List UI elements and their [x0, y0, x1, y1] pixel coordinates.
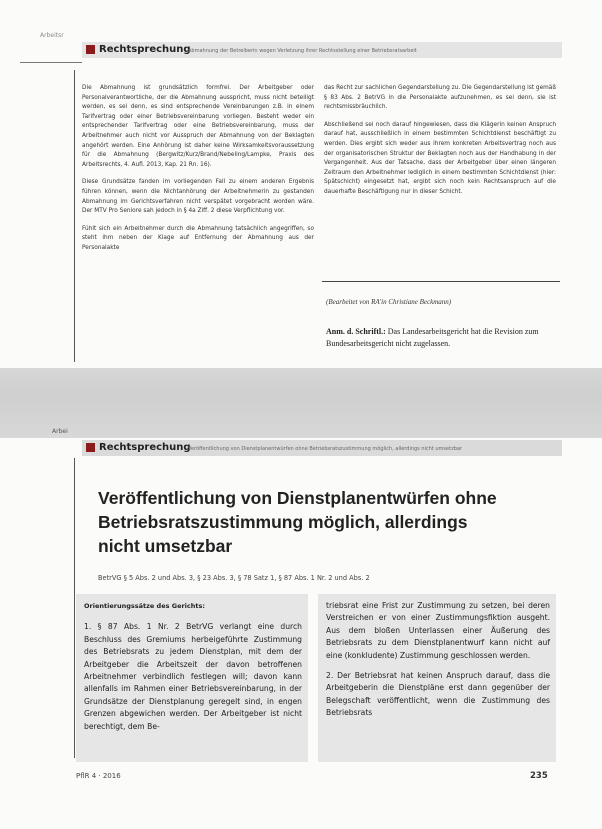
- left-margin-rule: [74, 70, 75, 362]
- paragraph: 1. § 87 Abs. 1 Nr. 2 BetrVG verlangt eine durch Beschluss des Gremiums herbeigeführte Zustimmung des Betriebsrats zu jedem Dienstplan, mit dem der Arbeitgeber die Arbeitszeit der davon betroffenen Arbeitnehmer verbindlich festlegen will; davon kann allenfalls im Rahmen einer Betriebsvereinbarung, in der Grundsätze der Dienstplanung geregelt sind, in engen Grenzen abgewichen werden. Der Arbeitgeber ist nicht berechtigt, dem Be-: [84, 622, 302, 731]
- title-line: Betriebsratszustimmung möglich, allerdings: [98, 512, 468, 532]
- page-number: 235: [530, 771, 548, 781]
- title-line: nicht umsetzbar: [98, 536, 233, 556]
- article-statute-refs: BetrVG § 5 Abs. 2 und Abs. 3, § 23 Abs. 3, § 78 Satz 1, § 87 Abs. 1 Nr. 2 und Abs. 2: [98, 574, 370, 582]
- paragraph: Abschließend sei noch darauf hingewiesen, dass die Klägerin keinen Anspruch darauf hat, ausschließlich in einem bestimmten Schichtdienst beschäftigt zu werden. Dies ergibt sich weder aus ihrem konkreten Arbeitsvertrag noch aus der organisatorischen Struktur der Beklagten noch aus der Handhabung in der Vergangenheit. Aus der Tatsache, dass der Arbeitgeber über einen längeren Zeitraum den Arbeitnehmer lediglich in einem bestimmten Schichtdienst (hier: Spätschicht) eingesetzt hat, ergibt sich noch kein Rechtsanspruch auf die dauerhafte Beschäftigung nur in dieser Schicht.: [324, 121, 556, 195]
- upper-left-column: [82, 84, 314, 262]
- lower-right-column: [326, 600, 550, 728]
- paragraph: triebsrat eine Frist zur Zustimmung zu setzen, bei deren Verstreichen er von einer Zustimmungsfiktion ausgeht. Aus dem bloßen Unterlassen einer Äußerung des Betriebsrats zu dem Dienstplanentwurf kann nicht auf eine (konkludente) Zustimmung geschlossen werden.: [326, 601, 550, 660]
- paragraph: 2. Der Betriebsrat hat keinen Anspruch darauf, dass die Arbeitgeberin die Dienstpläne erst dann gegenüber der Belegschaft veröffentlicht, wenn die Zustimmung des Betriebsrats: [326, 671, 550, 718]
- section-kicker-2: Arbei: [52, 428, 68, 435]
- journal-footer: PflR 4 · 2016: [76, 772, 121, 780]
- section-kicker: Arbeitsr: [40, 32, 64, 39]
- orientation-heading: Orientierungssätze des Gerichts:: [84, 602, 205, 610]
- section-title: Rechtsprechung: [99, 44, 191, 55]
- editor-note: [326, 326, 556, 350]
- editor-note-text: Das Landesarbeitsgericht hat die Revision zum Bundesarbeitsgericht nicht zugelassen.: [326, 327, 539, 348]
- section-square-icon-2: [86, 443, 95, 452]
- note-rule: [322, 281, 560, 282]
- paragraph: das Recht zur sachlichen Gegendarstellung zu. Die Gegendarstellung ist gemäß § 83 Abs. 2 BetrVG in die Personalakte aufzunehmen, es sei denn, sie ist rechtsmissbräuchlich.: [324, 85, 556, 111]
- paragraph: Fühlt sich ein Arbeitnehmer durch die Abmahnung tatsächlich angegriffen, so steht ihm neben der Klage auf Entfernung der Abmahnung aus der Personalakte: [82, 225, 314, 251]
- scan-band: [0, 368, 602, 438]
- editor-note-label: Anm. d. Schriftl.:: [326, 327, 386, 336]
- article-title: [98, 486, 558, 558]
- left-margin-rule-2: [74, 458, 75, 758]
- section-subtitle-2: Veröffentlichung von Dienstplanentwürfen ohne Betriebsratszustimmung möglich, allerdings nicht umsetzbar: [188, 446, 462, 452]
- margin-rule: [20, 62, 82, 63]
- lower-left-column: [84, 600, 302, 741]
- paragraph: Die Abmahnung ist grundsätzlich formfrei. Der Arbeitgeber oder Personalverantwortliche, der die Abmahnung ausspricht, muss nicht beteiligt werden, es sei denn, es sind entsprechende Vereinbarungen z.B. in einem Tarifvertrag oder einer Betriebsvereinbarung vorliegen. Besteht weder ein entsprechender Tarifvertrag oder eine Betriebsvereinbarung, muss der Arbeitnehmer auch nicht vor Ausspruch der Abmahnung von der Beklagten angehört werden. Eine Anhörung ist daher keine Wirksamkeitsvoraussetzung für die Abmahnung (Bergwitz/Kurz/Brand/Nebeling/Lampke, Praxis des Arbeitsrechts, 4. Aufl. 2013, Kap. 21 Rn. 16).: [82, 85, 314, 168]
- section-square-icon: [86, 45, 95, 54]
- author-note: (Bearbeitet von RA'in Christiane Beckmann): [326, 298, 452, 306]
- section-title-2: Rechtsprechung: [99, 442, 191, 453]
- title-line: Veröffentlichung von Dienstplanentwürfen ohne: [98, 488, 497, 508]
- paragraph: Diese Grundsätze fanden im vorliegenden Fall zu einem anderen Ergebnis führen können, wenn die Nichtanhörung der Arbeitnehmerin zu gestanden Abmahnung im Gerichtsverfahren nicht verspätet vorgebracht worden wäre. Der MTV Pro Seniore sah jedoch in § 4a Ziff. 2 diese Verpflichtung vor.: [82, 179, 314, 215]
- upper-right-column: [324, 84, 556, 206]
- section-subtitle: Abmahnung der Betreiberin wegen Verletzung ihrer Rechtsstellung einer Betriebsratsarbeit: [188, 48, 417, 54]
